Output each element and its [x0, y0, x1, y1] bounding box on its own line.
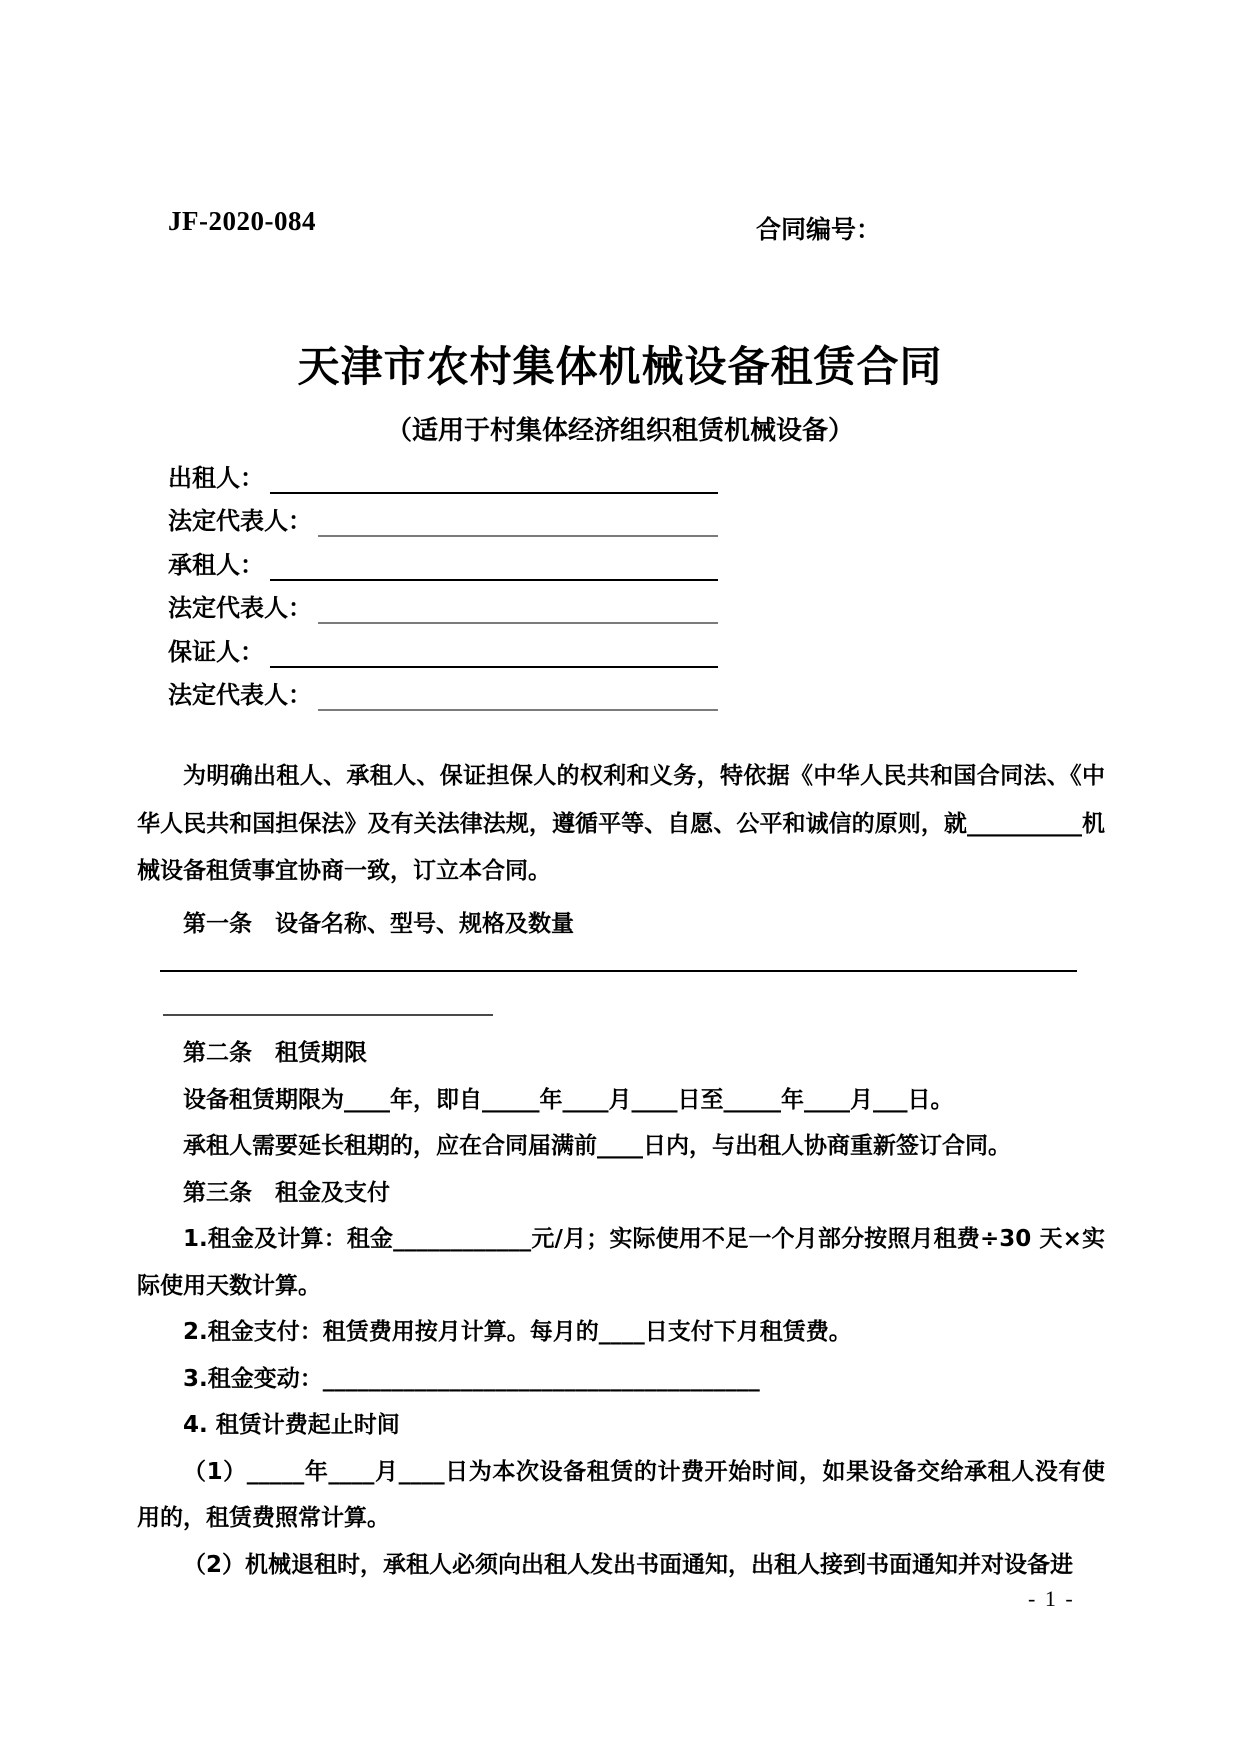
lessor-label: 出租人：: [168, 463, 264, 492]
party-row-guarantor-representative: [168, 668, 718, 712]
party-row-lessee-representative: [168, 581, 718, 625]
contract-no-label: 合同编号：: [756, 215, 882, 244]
article3-heading: 第三条 租金及支付: [183, 1179, 390, 1206]
party-row-lessee: [168, 537, 718, 581]
lessee-label: 承租人：: [168, 550, 264, 579]
legal-representative-label: 法定代表人：: [168, 507, 312, 535]
legal-representative-label: 法定代表人：: [168, 594, 312, 622]
parties-section: [168, 450, 718, 711]
contract-title: 天津市农村集体机械设备租赁合同: [297, 342, 943, 391]
article2-heading: 第二条 租赁期限: [183, 1040, 367, 1066]
guarantor-blank-line: [270, 639, 718, 668]
article3-clause-rent-calculation: 1.租金及计算：租金____________元/月；实际使用不足一个月部分按照月租费÷30 天×实际使用天数计算。: [137, 1226, 1105, 1299]
contract-subtitle: （适用于村集体经济组织租赁机械设备）: [385, 416, 854, 446]
page-number: - 1 -: [1028, 1586, 1075, 1611]
lessee-blank-line: [270, 552, 718, 581]
article1-blank-line-short: [163, 1014, 493, 1016]
legal-representative-label: 法定代表人：: [168, 681, 312, 709]
article1-heading: 第一条 设备名称、型号、规格及数量: [183, 911, 574, 937]
guarantor-label: 保证人：: [168, 637, 264, 666]
preamble-paragraph: 为明确出租人、承租人、保证担保人的权利和义务，特依据《中华人民共和国合同法、《中华人民共和国担保法》及有关法律法规，遵循平等、自愿、公平和诚信的原则，就__________机械设备租赁事宜协商一致，订立本合同。: [137, 763, 1105, 884]
article3-clause-billing-start: （1）_____年____月____日为本次设备租赁的计费开始时间，如果设备交给承租人没有使用的，租赁费照常计算。: [137, 1458, 1105, 1531]
article3-clause-billing-period-heading: 4. 租赁计费起止时间: [183, 1412, 400, 1438]
article3-clause-return-notice: （2）机械退租时，承租人必须向出租人发出书面通知，出租人接到书面通知并对设备进: [183, 1551, 1074, 1578]
article1-blank-line-full: [160, 970, 1077, 972]
article3-clause-rent-change: 3.租金变动：______________________________________: [183, 1365, 760, 1392]
party-row-lessor-representative: [168, 494, 718, 538]
lessor-blank-line: [270, 465, 718, 494]
party-row-lessor: [168, 450, 718, 494]
articles-body: [137, 1030, 1105, 1588]
legal-representative-blank-line: [318, 595, 718, 624]
party-row-guarantor: [168, 624, 718, 668]
article2-clause-extension: 承租人需要延长租期的，应在合同届满前____日内，与出租人协商重新签订合同。: [183, 1133, 1011, 1159]
legal-representative-blank-line: [318, 508, 718, 537]
doc-code: JF-2020-084: [168, 206, 316, 236]
legal-representative-blank-line: [318, 682, 718, 711]
article3-clause-rent-payment: 2.租金支付：租赁费用按月计算。每月的____日支付下月租赁费。: [183, 1319, 852, 1345]
article2-clause-term: 设备租赁期限为____年，即自_____年____月____日至_____年____月___日。: [183, 1086, 954, 1113]
